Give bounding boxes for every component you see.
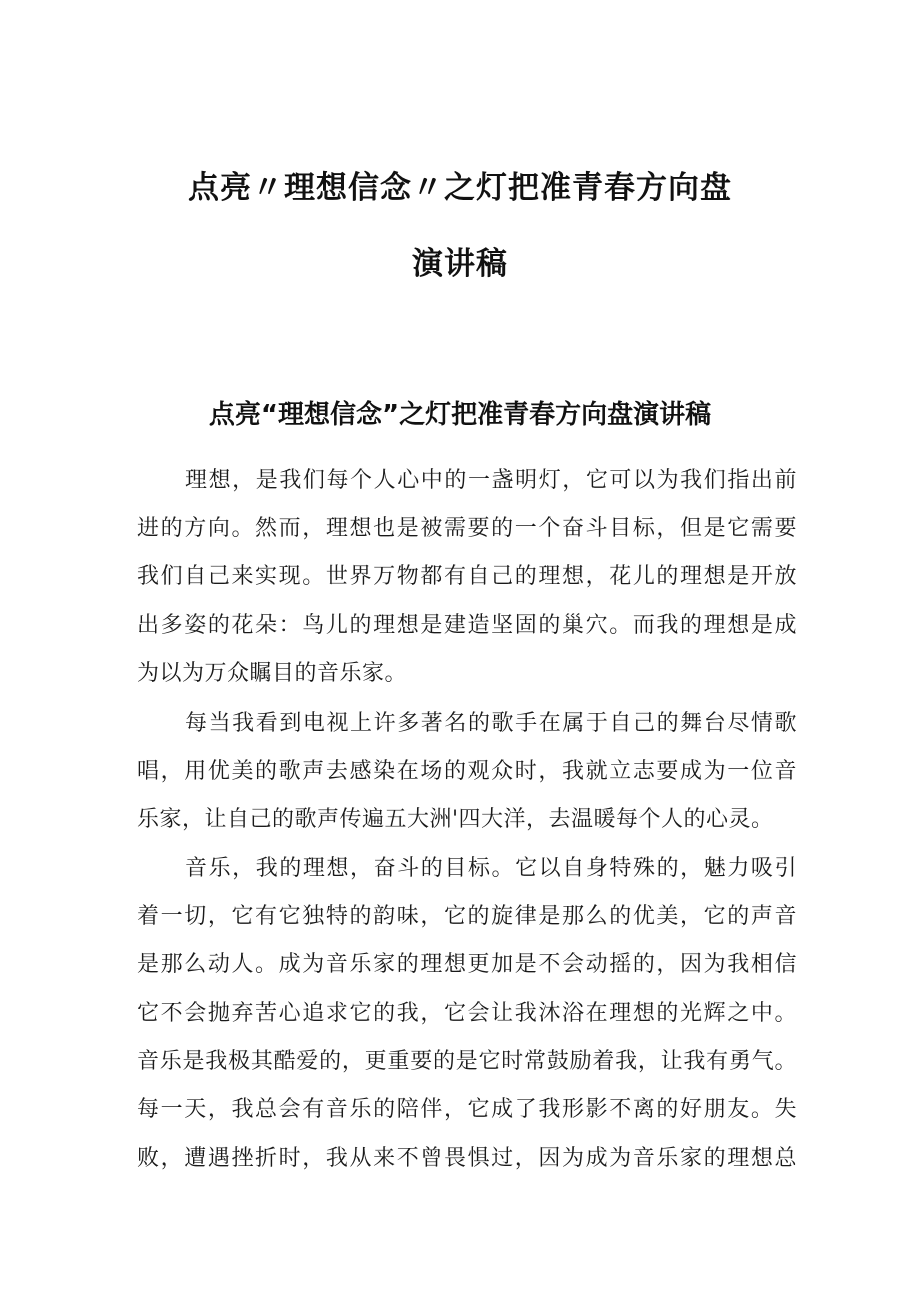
paragraph-line: 唱，用优美的歌声去感染在场的观众时，我就立志要成为一位音 <box>137 759 797 784</box>
paragraph-line: 着一切，它有它独特的韵味，它的旋律是那么的优美，它的声音 <box>137 904 797 929</box>
paragraph-line: 进的方向。然而，理想也是被需要的一个奋斗目标，但是它需要 <box>137 516 797 541</box>
paragraph-line: 音乐是我极其酷爱的，更重要的是它时常鼓励着我，让我有勇气。 <box>137 1049 797 1074</box>
paragraph-line: 乐家，让自己的歌声传遍五大洲'四大洋，去温暖每个人的心灵。 <box>137 807 774 832</box>
paragraph-line: 我们自己来实现。世界万物都有自己的理想，花儿的理想是开放 <box>137 564 797 589</box>
paragraph-line: 是那么动人。成为音乐家的理想更加是不会动摇的，因为我相信 <box>137 952 797 977</box>
document-title: 点亮〃理想信念〃之灯把准青春方向盘 <box>188 170 732 206</box>
paragraph-line: 理想，是我们每个人心中的一盏明灯，它可以为我们指出前 <box>185 468 797 493</box>
paragraph-line: 音乐，我的理想，奋斗的目标。它以自身特殊的，魅力吸引 <box>185 856 797 881</box>
document-title-subtitle: 演讲稿 <box>412 246 508 282</box>
paragraph-line: 出多姿的花朵：鸟儿的理想是建造坚固的巢穴。而我的理想是成 <box>137 613 797 638</box>
paragraph-line: 败，遭遇挫折时，我从来不曾畏惧过，因为成为音乐家的理想总 <box>137 1146 797 1171</box>
paragraph-line: 每当我看到电视上许多著名的歌手在属于自己的舞台尽情歌 <box>185 711 797 736</box>
paragraph-line: 为以为万众瞩目的音乐家。 <box>137 661 408 686</box>
paragraph-line: 它不会抛弃苦心追求它的我，它会让我沐浴在理想的光辉之中。 <box>137 1001 797 1026</box>
paragraph-line: 每一天，我总会有音乐的陪伴，它成了我形影不离的好朋友。失 <box>137 1097 797 1122</box>
section-heading: 点亮“理想信念”之灯把准青春方向盘演讲稿 <box>208 400 712 430</box>
